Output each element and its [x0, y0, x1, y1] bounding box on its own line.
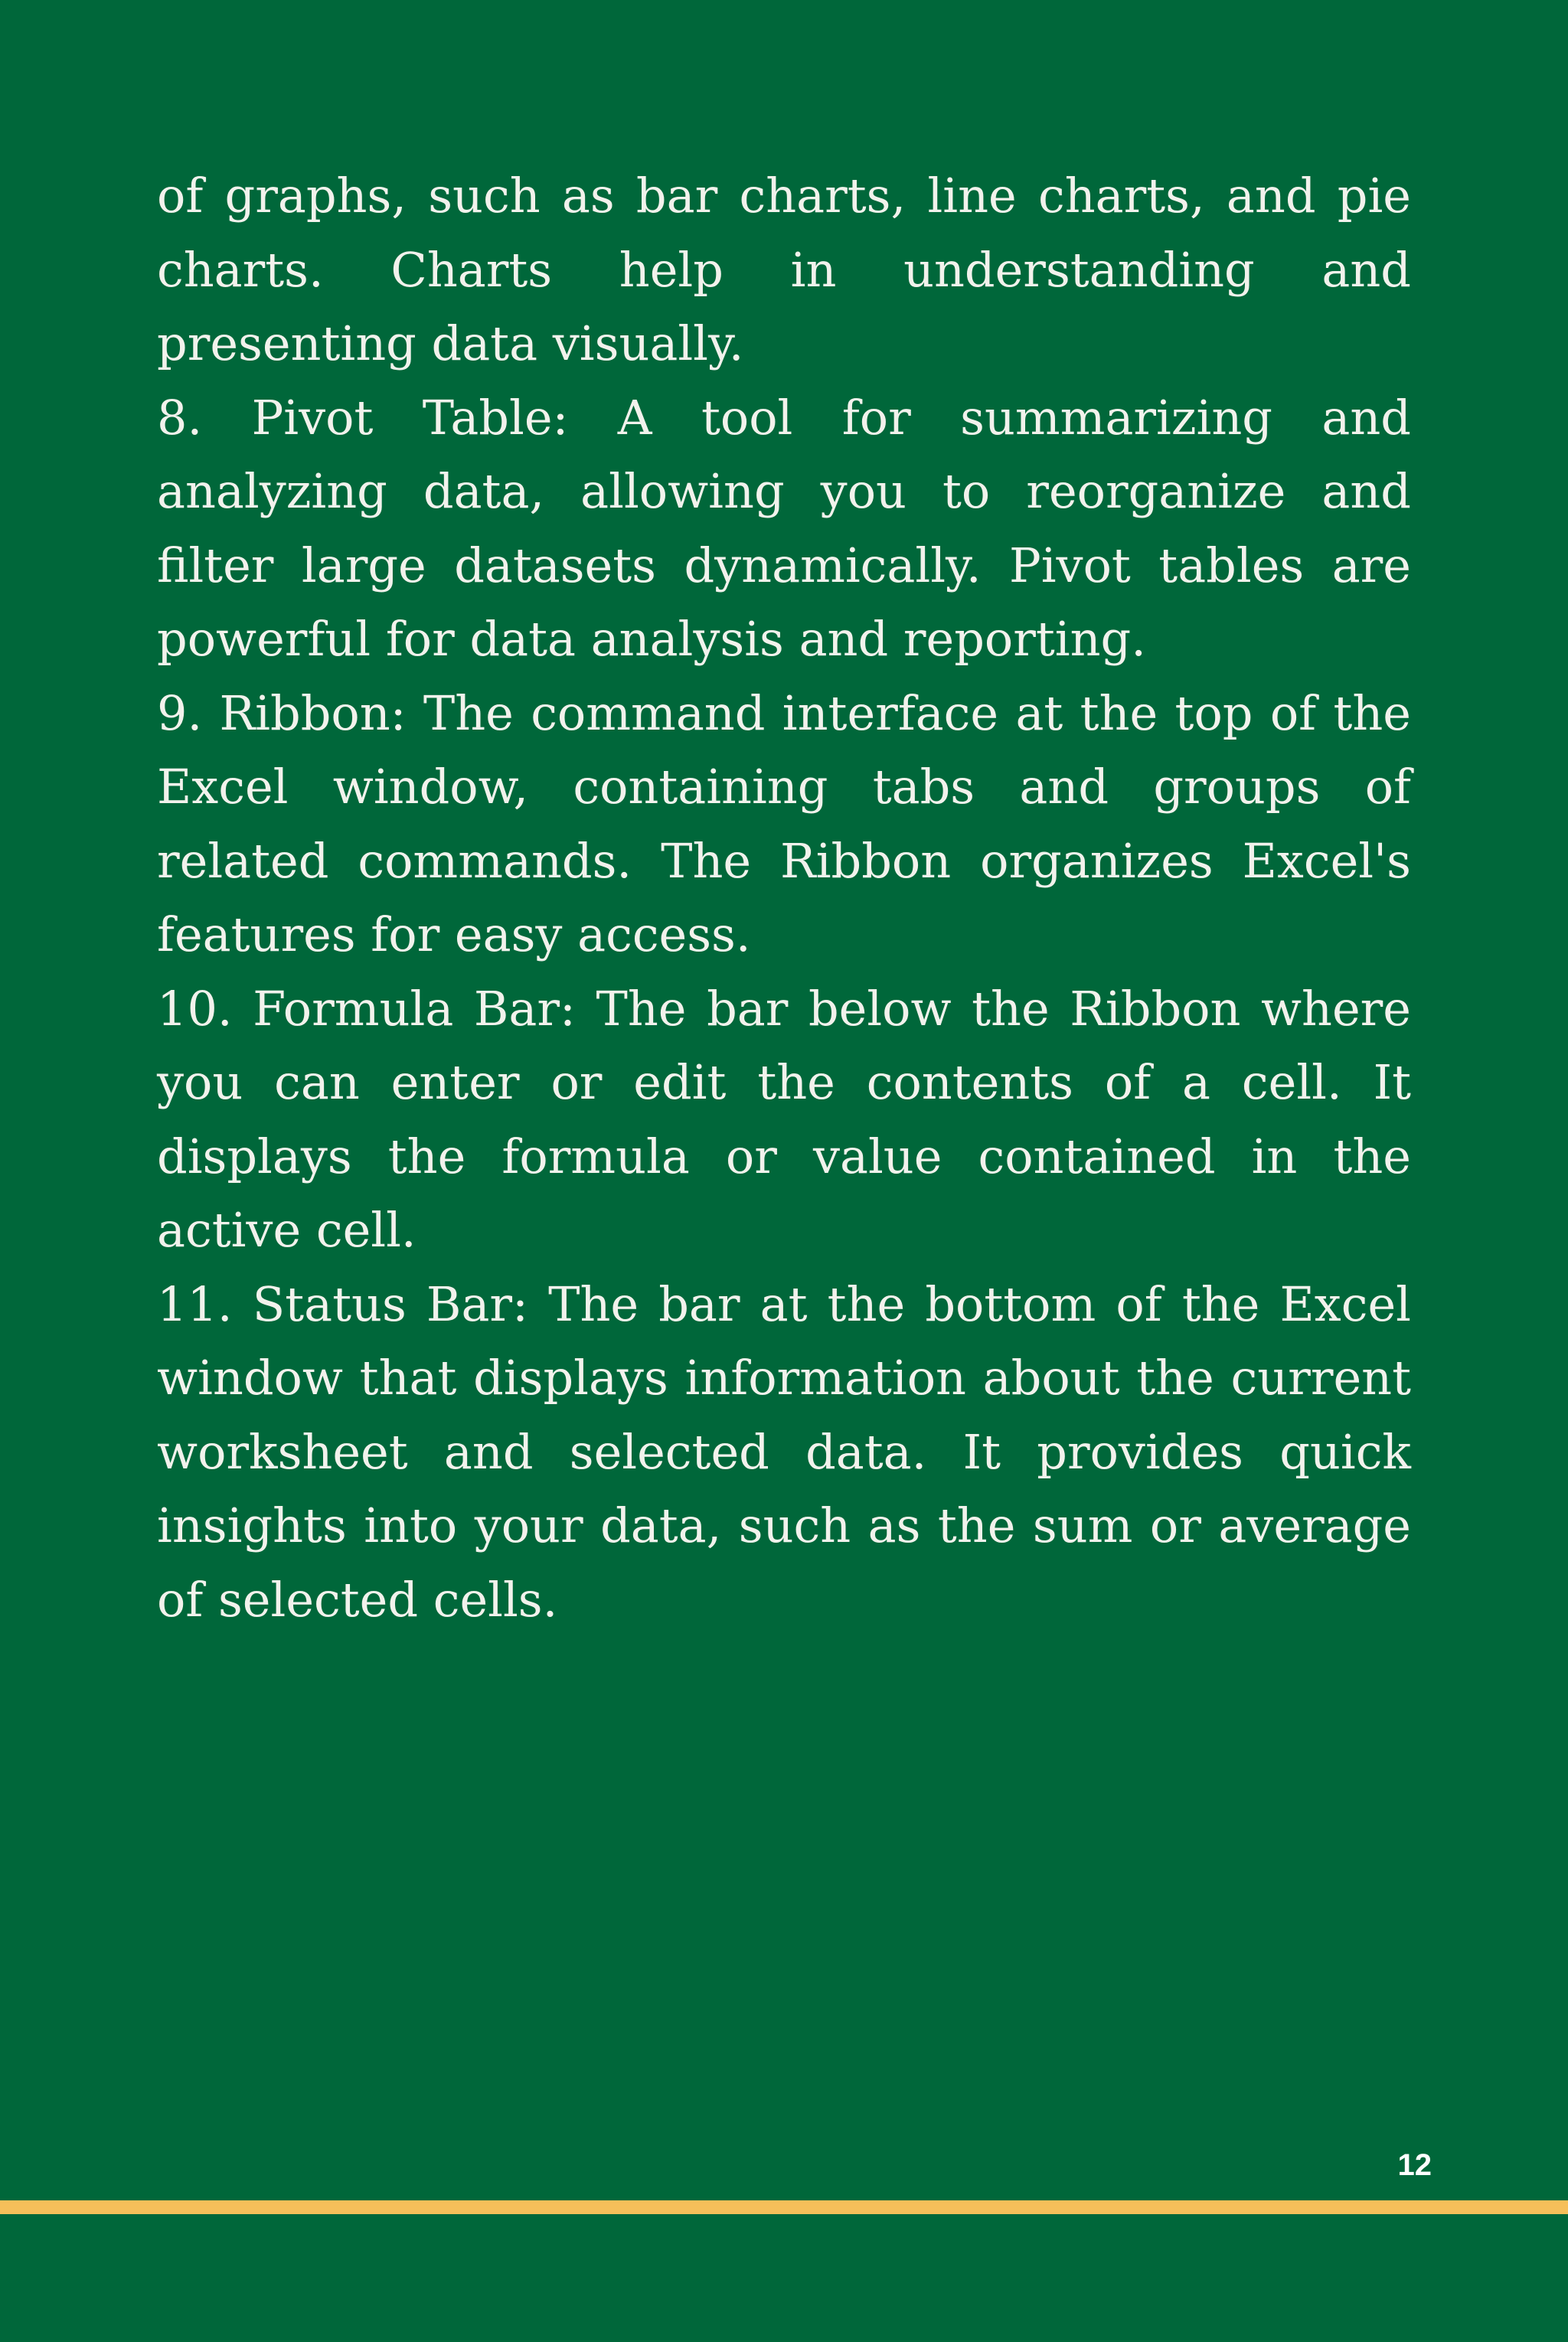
- paragraph-status-bar: 11. Status Bar: The bar at the bottom of the Excel window that displays information about the current worksheet and selected data. It provides quick insights into your data, such as the sum or average of selected cells.: [157, 1276, 1411, 1628]
- paragraph-ribbon: 9. Ribbon: The command interface at the top of the Excel window, containing tabs and groups of related commands. The Ribbon organizes Excel's features for easy access.: [157, 684, 1411, 962]
- paragraph-charts-continuation: of graphs, such as bar charts, line charts, and pie charts. Charts help in understanding and presenting data visually.: [157, 168, 1411, 371]
- paragraph-formula-bar: 10. Formula Bar: The bar below the Ribbon where you can enter or edit the contents of a cell. It displays the formula or value contained in the active cell.: [157, 980, 1411, 1258]
- page-number: 12: [1397, 2148, 1432, 2182]
- paragraph-pivot-table: 8. Pivot Table: A tool for summarizing and analyzing data, allowing you to reorganize and filter large datasets dynamically. Pivot tables are powerful for data analysis and reporting.: [157, 389, 1411, 667]
- page-body: [157, 159, 1411, 1637]
- footer-rule: [0, 2200, 1568, 2214]
